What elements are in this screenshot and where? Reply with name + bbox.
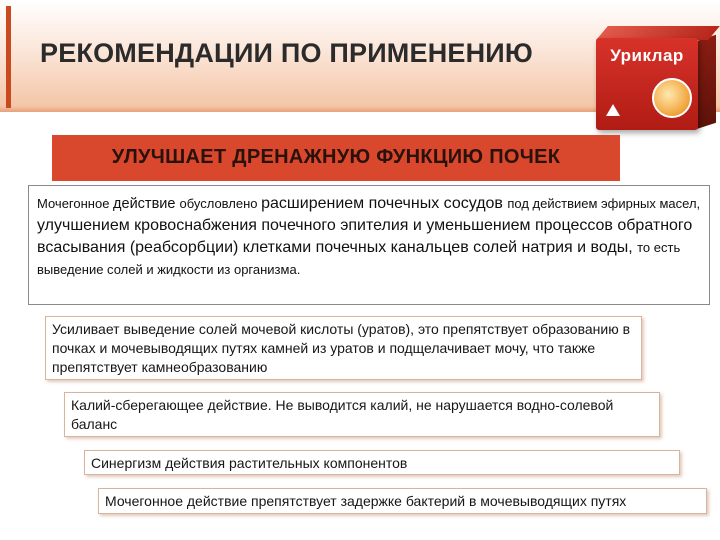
info-box-text: Синергизм действия растительных компонентов (91, 455, 408, 471)
page-title: РЕКОМЕНДАЦИИ ПО ПРИМЕНЕНИЮ (40, 38, 533, 68)
info-box-bacteria (98, 488, 707, 514)
banner-text: УЛУЧШАЕТ ДРЕНАЖНУЮ ФУНКЦИЮ ПОЧЕК (111, 146, 561, 168)
main-text-seg1: Мочегонное (37, 196, 114, 211)
product-name: Уриклар (610, 46, 684, 65)
accent-bar (6, 6, 11, 108)
info-box-synergy (84, 450, 680, 475)
info-box-text: Калий-сберегающее действие. Не выводится калий, не нарушается водно-солевой баланс (71, 397, 614, 432)
main-text-seg4: расширением почечных сосудов (261, 195, 508, 212)
product-emblem-icon (652, 78, 692, 118)
info-box-text: Усиливает выведение солей мочевой кислоты (уратов), это препятствует образованию в почках и мочевыводящих путях камней из уратов и подщелачивает мочу, что также препятствует камнеобразованию (52, 321, 631, 375)
info-box-urates (45, 316, 642, 380)
info-box-potassium (64, 392, 660, 437)
brand-triangle-icon (606, 104, 620, 116)
main-text-seg6: улучшением кровоснабжения почечного эпителия и уменьшением процессов обратного всасывания (реабсорбции) клетками почечных канальцев солей натрия и воды, (37, 217, 693, 256)
main-paragraph-box (28, 185, 710, 305)
info-box-text: Мочегонное действие препятствует задержке бактерий в мочевыводящих путях (105, 493, 627, 509)
product-box-side (696, 35, 716, 129)
main-text-seg3: обусловлено (179, 196, 262, 211)
main-text-seg7: то есть выведение солей и жидкости из организма. (37, 240, 681, 277)
section-banner (52, 135, 620, 181)
product-package-image (592, 24, 720, 136)
main-text-seg5: под действием эфирных масел, (507, 196, 701, 211)
main-text-seg2: действие (113, 196, 180, 212)
